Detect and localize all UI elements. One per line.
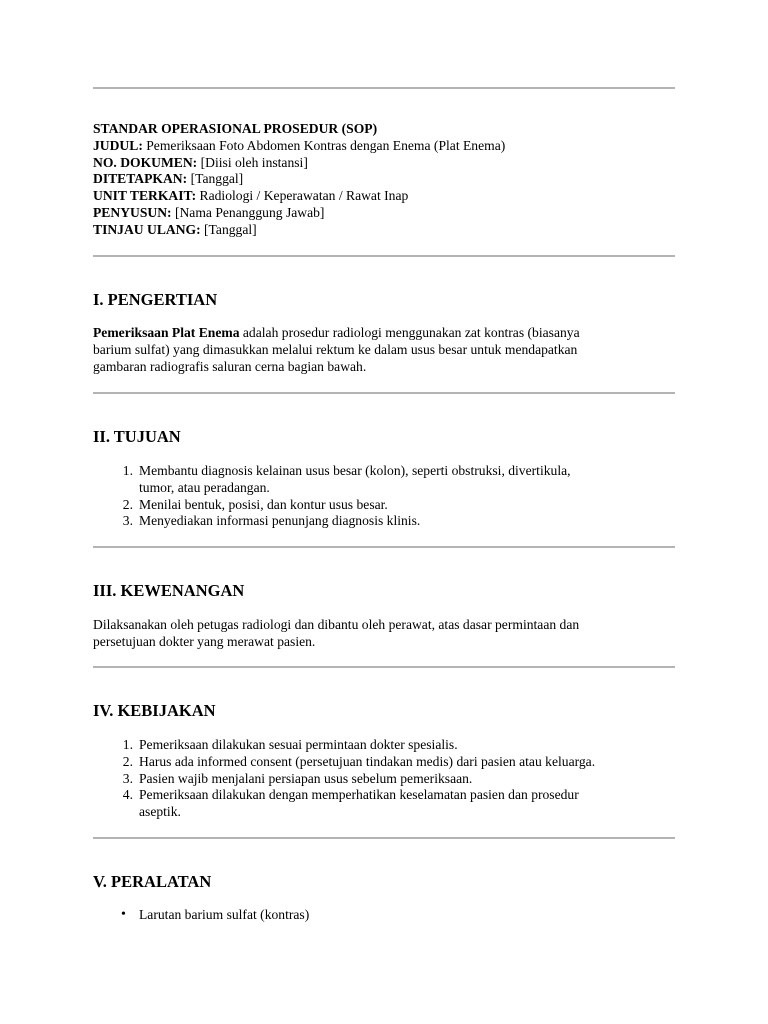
field-value: [Diisi oleh instansi] [200,154,308,170]
divider [93,255,675,257]
field-value: [Nama Penanggung Jawab] [174,204,325,220]
divider [93,87,675,89]
peralatan-list [93,907,678,924]
field-judul [93,138,678,155]
divider [93,666,675,668]
list-item: 1. Pemeriksaan dilakukan sesuai permintaan dokter spesialis. [122,737,458,752]
field-value: Radiologi / Keperawatan / Rawat Inap [199,188,409,204]
field-value: [Tanggal] [204,221,257,237]
divider [93,546,675,548]
list-item: 2. Menilai bentuk, posisi, dan kontur usus besar. [122,496,388,512]
section-heading-kebijakan: IV. KEBIJAKAN [93,701,216,720]
pengertian-paragraph: Pemeriksaan Plat Enema adalah prosedur radiologi menggunakan zat kontras (biasanya barium sulfat) yang dimasukkan melalui rektum ke dalam usus besar untuk mendapatkan gambaran radiografis saluran cerna bagian bawah. [93,325,580,374]
field-label: JUDUL: [93,137,143,153]
section-heading-peralatan: V. PERALATAN [93,872,212,891]
field-label: TINJAU ULANG: [93,221,201,237]
field-penyusun [93,205,678,222]
document-header [93,121,678,239]
kebijakan-list [93,737,678,821]
section-heading-pengertian: I. PENGERTIAN [93,290,218,309]
field-label: DITETAPKAN: [93,171,188,187]
field-label: PENYUSUN: [93,204,172,220]
document-title: STANDAR OPERASIONAL PROSEDUR (SOP) [93,121,378,136]
kewenangan-paragraph: Dilaksanakan oleh petugas radiologi dan dibantu oleh perawat, atas dasar permintaan dan persetujuan dokter yang merawat pasien. [93,617,580,649]
list-item: 2. Harus ada informed consent (persetujuan tindakan medis) dari pasien atau keluarga. [122,753,596,769]
list-item: 1. Membantu diagnosis kelainan usus besar (kolon), seperti obstruksi, divertikula, tumor, atau peradangan. [122,463,571,495]
field-value: Pemeriksaan Foto Abdomen Kontras dengan Enema (Plat Enema) [146,137,506,153]
divider [93,392,675,394]
field-label: NO. DOKUMEN: [93,154,198,170]
field-value: [Tanggal] [190,171,244,187]
tujuan-list [93,463,678,530]
section-heading-tujuan: II. TUJUAN [93,427,181,446]
list-item: 4. Pemeriksaan dilakukan dengan memperhatikan keselamatan pasien dan prosedur aseptik. [122,787,579,820]
list-item: • Larutan barium sulfat (kontras) [93,907,678,924]
section-heading-kewenangan: III. KEWENANGAN [93,581,245,600]
field-ditetapkan [93,171,678,188]
field-label: UNIT TERKAIT: [93,188,197,204]
divider [93,837,675,839]
term: Pemeriksaan Plat Enema [93,325,240,340]
field-no-dokumen [93,155,678,172]
field-tinjau-ulang [93,222,678,239]
field-unit-terkait [93,188,678,205]
list-item: 3. Menyediakan informasi penunjang diagnosis klinis. [122,513,421,529]
bullet-icon: • [121,907,126,922]
list-item: 3. Pasien wajib menjalani persiapan usus sebelum pemeriksaan. [122,770,473,786]
